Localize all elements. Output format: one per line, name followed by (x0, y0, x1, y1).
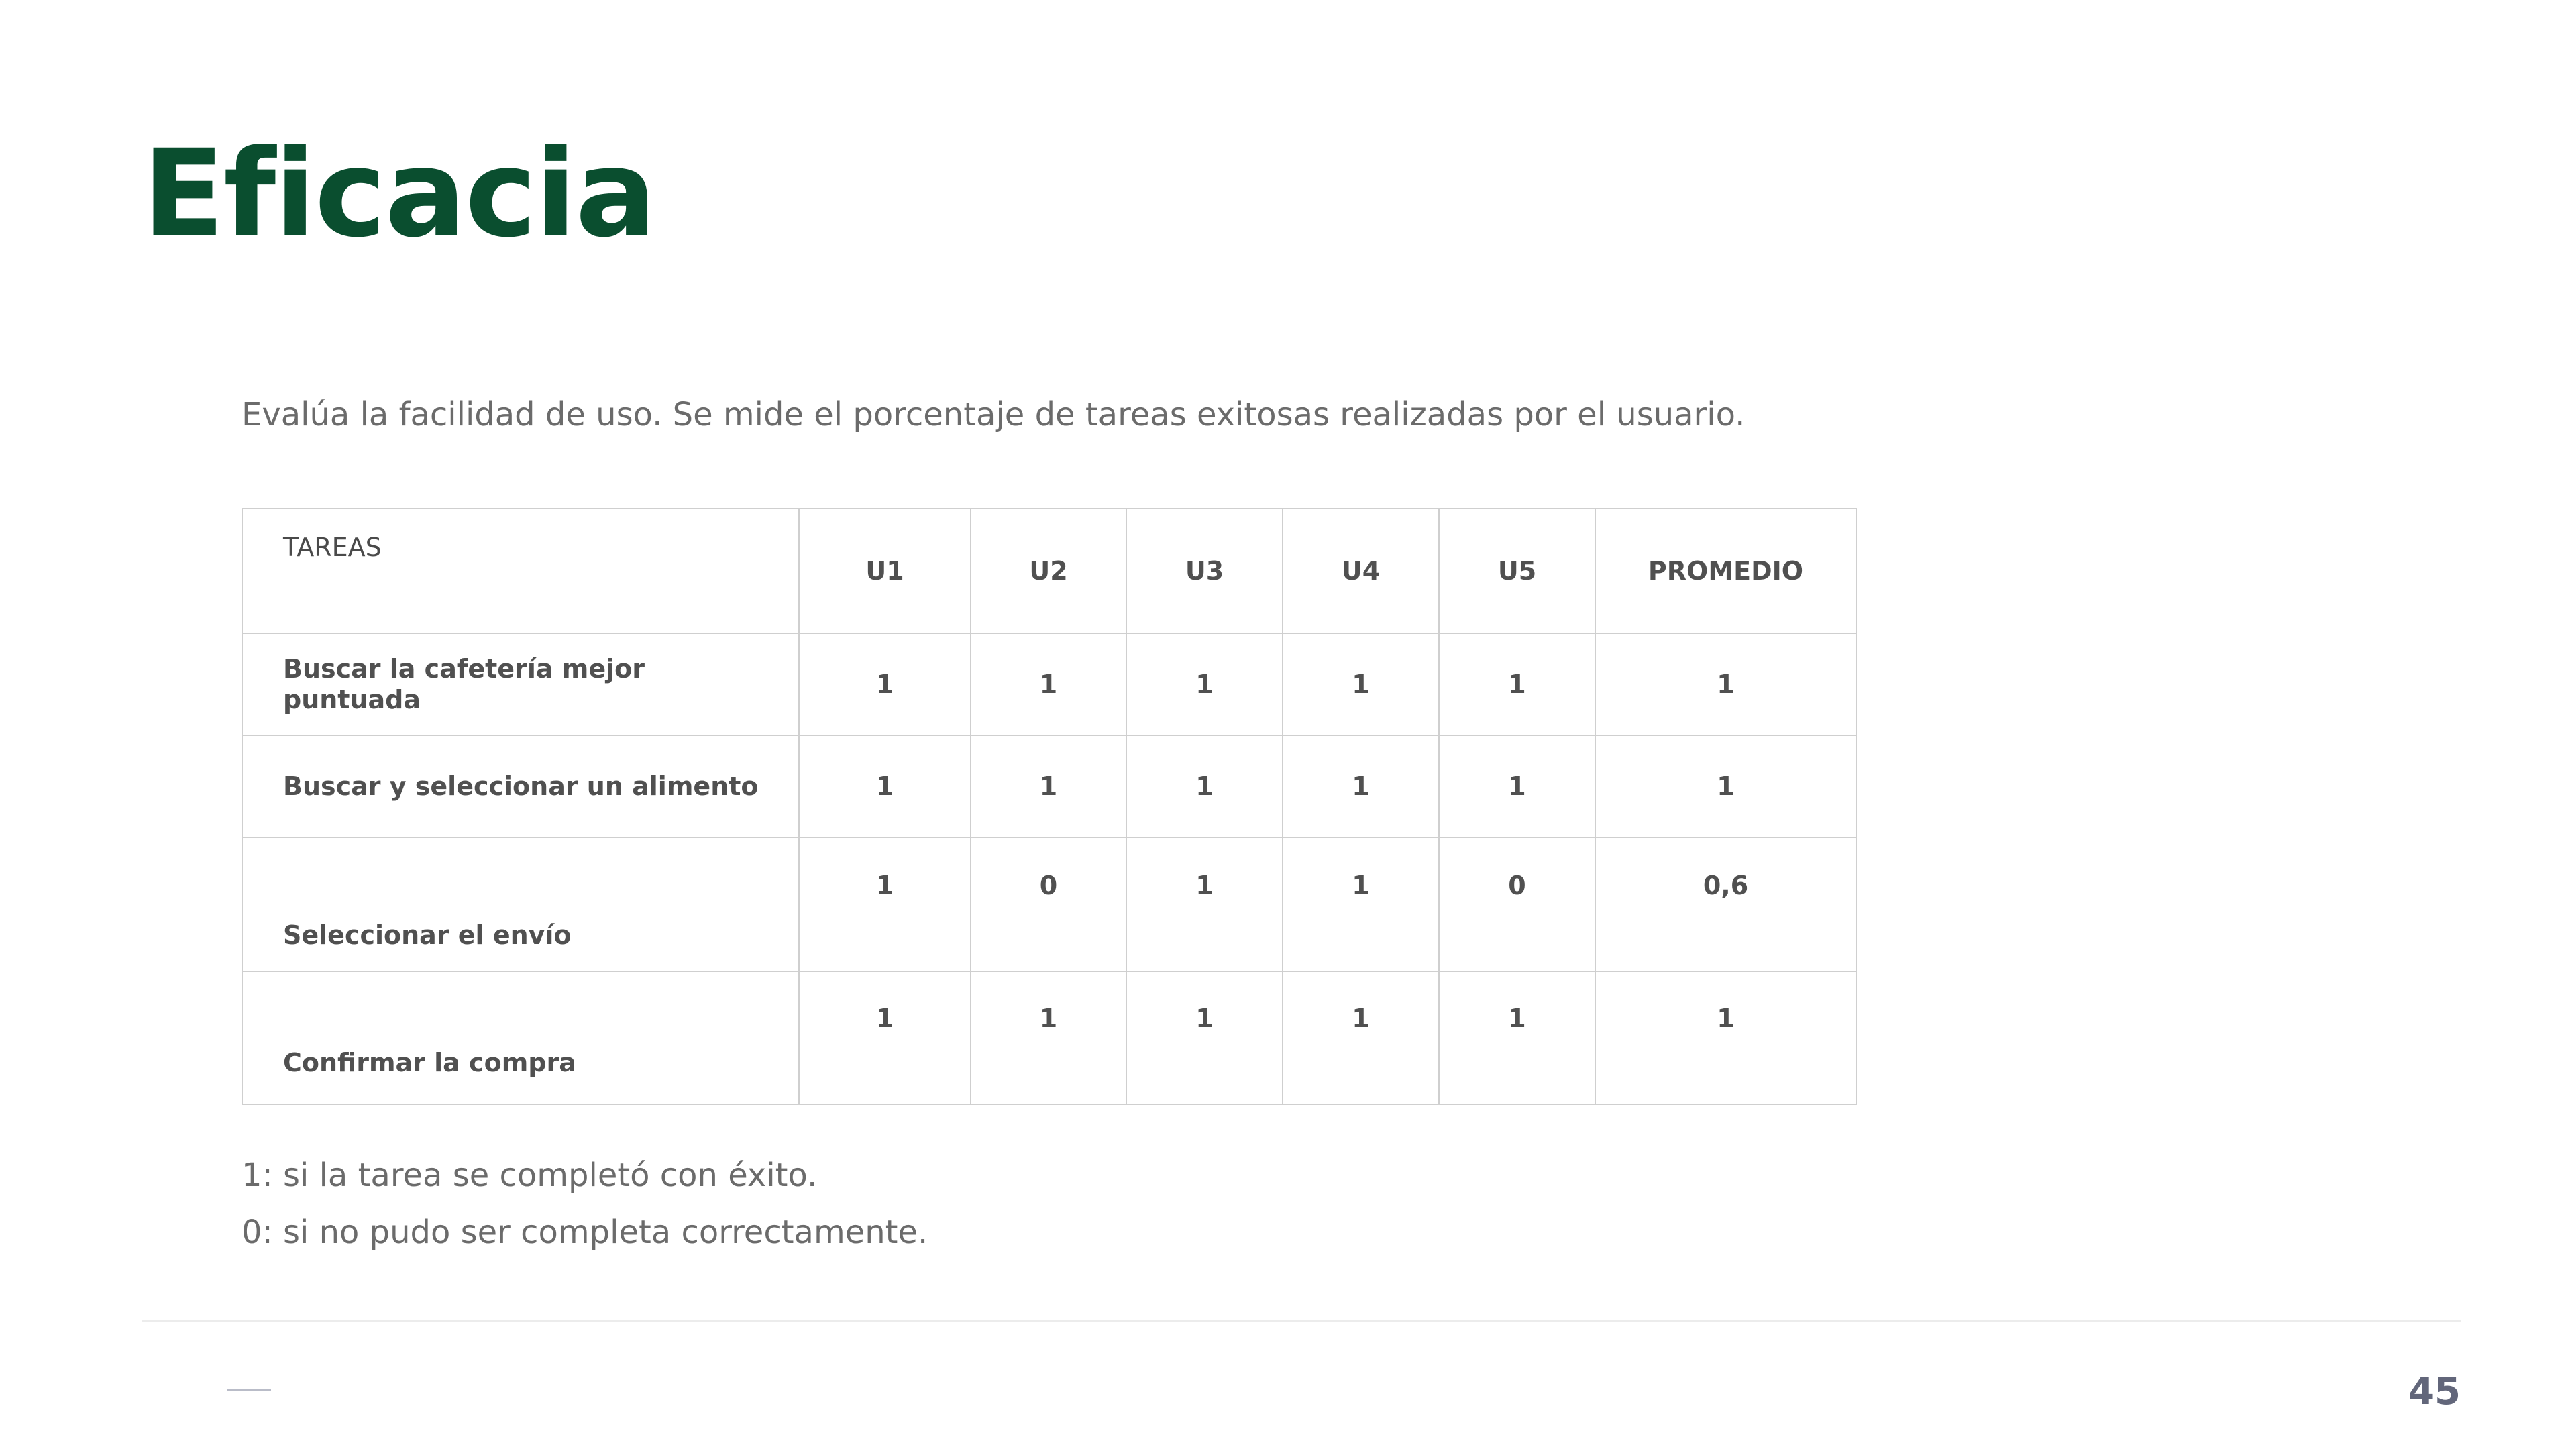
header-u1: U1 (799, 508, 971, 633)
value-cell-u2: 1 (971, 971, 1126, 1104)
table-row (242, 837, 1856, 971)
value-cell-u5: 1 (1439, 633, 1595, 735)
task-cell: Seleccionar el envío (242, 837, 799, 971)
value-cell-u3: 1 (1126, 837, 1283, 971)
header-u2: U2 (971, 508, 1126, 633)
value-cell-u4: 1 (1283, 735, 1439, 837)
header-u3: U3 (1126, 508, 1283, 633)
page-number: 45 (2408, 1370, 2461, 1413)
value-cell-u4: 1 (1283, 633, 1439, 735)
table-row (242, 633, 1856, 735)
value-cell-u1: 1 (799, 633, 971, 735)
slide-description: Evalúa la facilidad de uso. Se mide el porcentaje de tareas exitosas realizadas por el usuario. (241, 396, 1746, 433)
footer-dash (227, 1389, 271, 1391)
header-u4: U4 (1283, 508, 1439, 633)
value-cell-u3: 1 (1126, 971, 1283, 1104)
table-header-row (242, 508, 1856, 633)
task-cell: Confirmar la compra (242, 971, 799, 1104)
footer-divider (142, 1320, 2461, 1322)
slide-title: Eficacia (142, 124, 655, 264)
header-tareas: TAREAS (242, 508, 799, 633)
value-cell-u2: 1 (971, 735, 1126, 837)
value-cell-u2: 1 (971, 633, 1126, 735)
efficacy-table (241, 508, 1857, 1105)
legend-failure: 0: si no pudo ser completa correctamente. (241, 1214, 928, 1251)
average-cell: 1 (1595, 735, 1856, 837)
value-cell-u1: 1 (799, 971, 971, 1104)
value-cell-u4: 1 (1283, 837, 1439, 971)
task-cell: Buscar y seleccionar un alimento (242, 735, 799, 837)
task-cell: Buscar la cafetería mejor puntuada (242, 633, 799, 735)
value-cell-u5: 0 (1439, 837, 1595, 971)
value-cell-u1: 1 (799, 837, 971, 971)
average-cell: 0,6 (1595, 837, 1856, 971)
value-cell-u1: 1 (799, 735, 971, 837)
header-promedio: PROMEDIO (1595, 508, 1856, 633)
value-cell-u4: 1 (1283, 971, 1439, 1104)
value-cell-u3: 1 (1126, 633, 1283, 735)
average-cell: 1 (1595, 633, 1856, 735)
value-cell-u5: 1 (1439, 971, 1595, 1104)
table-row (242, 971, 1856, 1104)
average-cell: 1 (1595, 971, 1856, 1104)
value-cell-u3: 1 (1126, 735, 1283, 837)
value-cell-u2: 0 (971, 837, 1126, 971)
legend-success: 1: si la tarea se completó con éxito. (241, 1157, 818, 1194)
header-u5: U5 (1439, 508, 1595, 633)
table-row (242, 735, 1856, 837)
value-cell-u5: 1 (1439, 735, 1595, 837)
